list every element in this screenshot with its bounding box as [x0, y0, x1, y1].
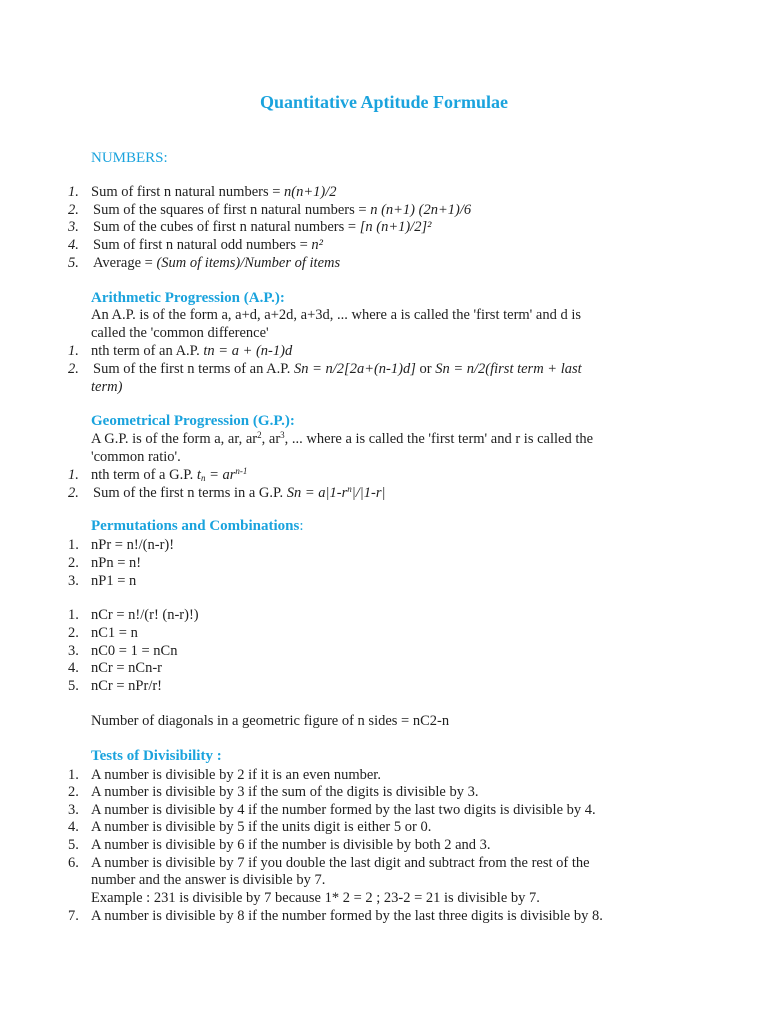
- ap-intro: called the 'common difference': [91, 325, 269, 341]
- list-item: Average = (Sum of items)/Number of items: [93, 255, 341, 271]
- list-item: nC0 = 1 = nCn: [91, 643, 178, 659]
- list-number: 1.: [68, 467, 79, 483]
- list-item: A number is divisible by 4 if the number formed by the last two digits is divisible by 4.: [91, 802, 596, 818]
- list-item: A number is divisible by 7 if you double the last digit and subtract from the rest of the: [91, 855, 590, 871]
- list-number: 3.: [68, 219, 79, 235]
- list-item: A number is divisible by 6 if the number is divisible by both 2 and 3.: [91, 837, 491, 853]
- list-number: 3.: [68, 573, 79, 589]
- formula: n(n+1)/2: [284, 184, 337, 200]
- list-item: nCr = n!/(r! (n-r)!): [91, 607, 199, 623]
- list-number: 2.: [68, 625, 79, 641]
- list-item: Sum of first n natural odd numbers = n²: [93, 237, 324, 253]
- gp-heading: Geometrical Progression (G.P.):: [91, 413, 295, 429]
- divisibility-heading: Tests of Divisibility :: [91, 748, 222, 764]
- list-number: 5.: [68, 678, 79, 694]
- list-item: nPn = n!: [91, 555, 142, 571]
- gp-intro: 'common ratio'.: [91, 449, 181, 465]
- list-item: Sum of the first n terms of an A.P. Sn = n/2[2a+(n-1)d] or Sn = n/2(first term + last: [93, 361, 582, 377]
- list-number: 5.: [68, 837, 79, 853]
- formula: $Sn = a|1-r^n|/|1-r|$: [286, 484, 386, 501]
- list-item: nP1 = n: [91, 573, 137, 589]
- list-number: 1.: [68, 184, 79, 200]
- example-note: Example : 231 is divisible by 7 because 1* 2 = 2 ; 23-2 = 21 is divisible by 7.: [91, 890, 540, 906]
- list-item: Sum of first n natural numbers = n(n+1)/2: [91, 184, 337, 200]
- perm-heading: Permutations and Combinations:: [91, 518, 304, 534]
- list-number: 6.: [68, 855, 79, 871]
- page-title: Quantitative Aptitude Formulae: [260, 92, 508, 112]
- list-number: 4.: [68, 660, 79, 676]
- list-item: nC1 = n: [91, 625, 138, 641]
- list-item: nCr = nPr/r!: [91, 678, 163, 694]
- list-number: 1.: [68, 767, 79, 783]
- list-item-continuation: number and the answer is divisible by 7.: [91, 872, 326, 888]
- formula: n (n+1) (2n+1)/6: [370, 202, 472, 218]
- formula: Sn = n/2[2a+(n-1)d]: [293, 361, 416, 377]
- list-number: 1.: [68, 537, 79, 553]
- list-item-continuation: term): [91, 379, 123, 395]
- list-number: 1.: [68, 607, 79, 623]
- list-item: A number is divisible by 2 if it is an even number.: [91, 767, 381, 783]
- list-number: 2.: [68, 485, 79, 501]
- list-number: 2.: [68, 202, 79, 218]
- list-item: Sum of the first n terms in a G.P. $Sn = a|1-r^n|/|1-r|$: [93, 484, 386, 501]
- list-number: 2.: [68, 361, 79, 377]
- list-item: Sum of the cubes of first n natural numbers = [n (n+1)/2]²: [93, 219, 432, 235]
- formula: (Sum of items)/Number of items: [156, 255, 341, 271]
- list-item: A number is divisible by 8 if the number formed by the last three digits is divisible by 8.: [91, 908, 603, 924]
- ap-intro: An A.P. is of the form a, a+d, a+2d, a+3d, ... where a is called the 'first term' and d is: [91, 307, 582, 323]
- list-number: 3.: [68, 643, 79, 659]
- formula: [n (n+1)/2]²: [359, 219, 432, 235]
- diagonals-note: Number of diagonals in a geometric figure of n sides = nC2-n: [91, 713, 450, 729]
- numbers-heading: NUMBERS:: [91, 150, 168, 166]
- list-item: A number is divisible by 3 if the sum of the digits is divisible by 3.: [91, 784, 479, 800]
- list-number: 4.: [68, 237, 79, 253]
- list-item: nth term of a G.P. $t_n = ar^{n-1}$: [91, 466, 248, 483]
- list-item: nth term of an A.P. tn = a + (n-1)d: [91, 343, 293, 359]
- list-item: nCr = nCn-r: [91, 660, 163, 676]
- gp-intro: A G.P. is of the form a, ar, $ar^2$, $ar^3$, ... where a is called the 'first term' and r is called the: [91, 430, 594, 447]
- formula: $t_n = ar^{n-1}$: [196, 466, 248, 483]
- list-number: 1.: [68, 343, 79, 359]
- list-number: 3.: [68, 802, 79, 818]
- list-number: 5.: [68, 255, 79, 271]
- list-number: 4.: [68, 819, 79, 835]
- list-item: A number is divisible by 5 if the units digit is either 5 or 0.: [91, 819, 432, 835]
- list-item: nPr = n!/(n-r)!: [91, 537, 175, 553]
- list-item: Sum of the squares of first n natural numbers = n (n+1) (2n+1)/6: [93, 202, 472, 218]
- formula: tn = a + (n-1)d: [203, 343, 293, 359]
- list-number: 7.: [68, 908, 79, 924]
- list-number: 2.: [68, 784, 79, 800]
- formula: Sn = n/2(first term + last: [435, 361, 582, 377]
- list-number: 2.: [68, 555, 79, 571]
- ap-heading: Arithmetic Progression (A.P.):: [91, 290, 285, 306]
- formula: n²: [311, 237, 324, 253]
